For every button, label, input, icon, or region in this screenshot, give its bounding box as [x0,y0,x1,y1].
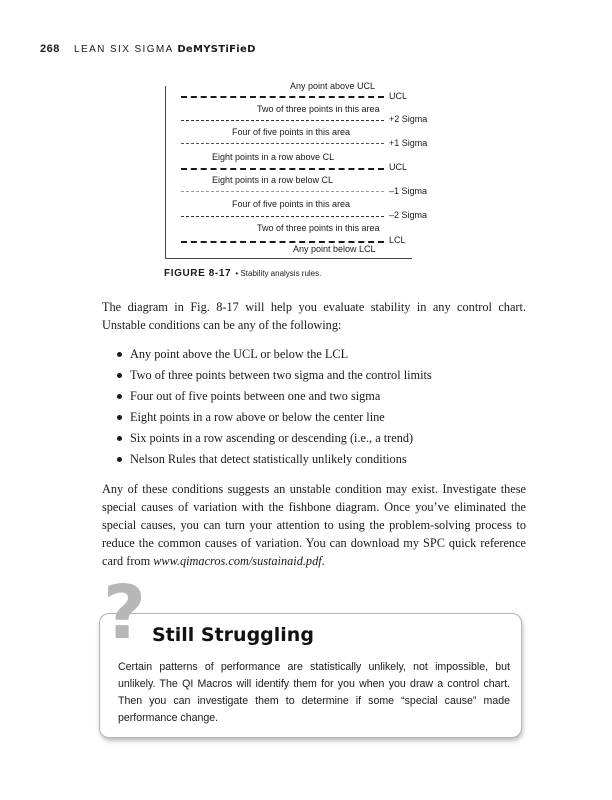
list-item [102,449,526,470]
book-title [74,44,256,55]
bullet-icon [117,415,122,420]
limit-label-plus-2-sigma: +2 Sigma [389,114,428,124]
running-header [40,43,256,55]
rule-label-below-lcl: Any point below LCL [293,244,376,254]
list-item-text: Eight points in a row above or below the center line [130,410,385,424]
callout-body: Certain patterns of performance are statistically unlikely, not impossible, but unlikely. The QI Macros will identify them for you when you draw a control chart. Then you can investigate them to determine if some “special cause” made performance change. [118,661,510,724]
intro-paragraph: The diagram in Fig. 8-17 will help you evaluate stability in any control chart. Unstable conditions can be any of the following: [102,300,526,332]
figure-number: FIGURE 8-17 [164,268,232,279]
list-item [102,407,526,428]
rule-label-eight-above: Eight points in a row above CL [212,152,335,162]
figure-caption-text: • Stability analysis rules. [235,269,322,278]
limit-label-ucl: UCL [389,91,408,101]
unstable-conditions-list [102,344,526,470]
minus-1-sigma-line [181,191,384,192]
body-paragraph-text: Any of these conditions suggests an unstable condition may exist. Investigate these special causes of variation with the fishbone diagram. Once you’ve eliminated the special causes, you can turn your attention to using the problem-solving process to reduce the common causes of variation. You can download my SPC quick reference card from [102,482,526,568]
body-paragraph-end: . [321,554,325,568]
figure-caption [164,268,321,279]
rule-label-two-of-three-lower: Two of three points in this area [257,223,380,233]
bullet-icon [117,373,122,378]
bullet-icon [117,394,122,399]
question-mark-icon: ? [103,570,146,656]
list-item-text: Nelson Rules that detect statistically unlikely conditions [130,452,407,466]
bullet-icon [117,457,122,462]
limit-label-minus-2-sigma: –2 Sigma [389,210,428,220]
rule-label-four-of-five-upper: Four of five points in this area [232,127,351,137]
reference-card-link[interactable]: www.qimacros.com/sustainaid.pdf [153,554,322,568]
ucl-line [181,96,384,98]
list-item-text: Two of three points between two sigma and the control limits [130,368,432,382]
limit-label-plus-1-sigma: +1 Sigma [389,138,428,148]
limit-label-lcl: LCL [389,235,406,245]
plus-2-sigma-line [181,120,384,121]
book-title-suffix: DeMYSTiFieD [177,44,256,55]
list-item [102,428,526,449]
bullet-icon [117,436,122,441]
rule-label-above-ucl: Any point above UCL [290,81,376,91]
list-item [102,386,526,407]
minus-2-sigma-line [181,216,384,217]
limit-label-minus-1-sigma: –1 Sigma [389,186,428,196]
list-item [102,344,526,365]
list-item-text: Six points in a row ascending or descending (i.e., a trend) [130,431,414,445]
list-item [102,365,526,386]
list-item-text: Four out of five points between one and two sigma [130,389,381,403]
callout-title: Still Struggling [152,624,314,646]
limit-label-cl: UCL [389,162,408,172]
rule-label-four-of-five-lower: Four of five points in this area [232,199,351,209]
rule-label-two-of-three-upper: Two of three points in this area [257,104,380,114]
center-line [181,168,384,170]
bullet-icon [117,352,122,357]
lcl-line [181,241,384,243]
plus-1-sigma-line [181,143,384,144]
book-title-prefix: LEAN SIX SIGMA [74,44,178,55]
page-number: 268 [40,43,60,55]
list-item-text: Any point above the UCL or below the LCL [130,347,349,361]
body-paragraph [102,480,526,570]
rule-label-eight-below: Eight points in a row below CL [212,175,334,185]
